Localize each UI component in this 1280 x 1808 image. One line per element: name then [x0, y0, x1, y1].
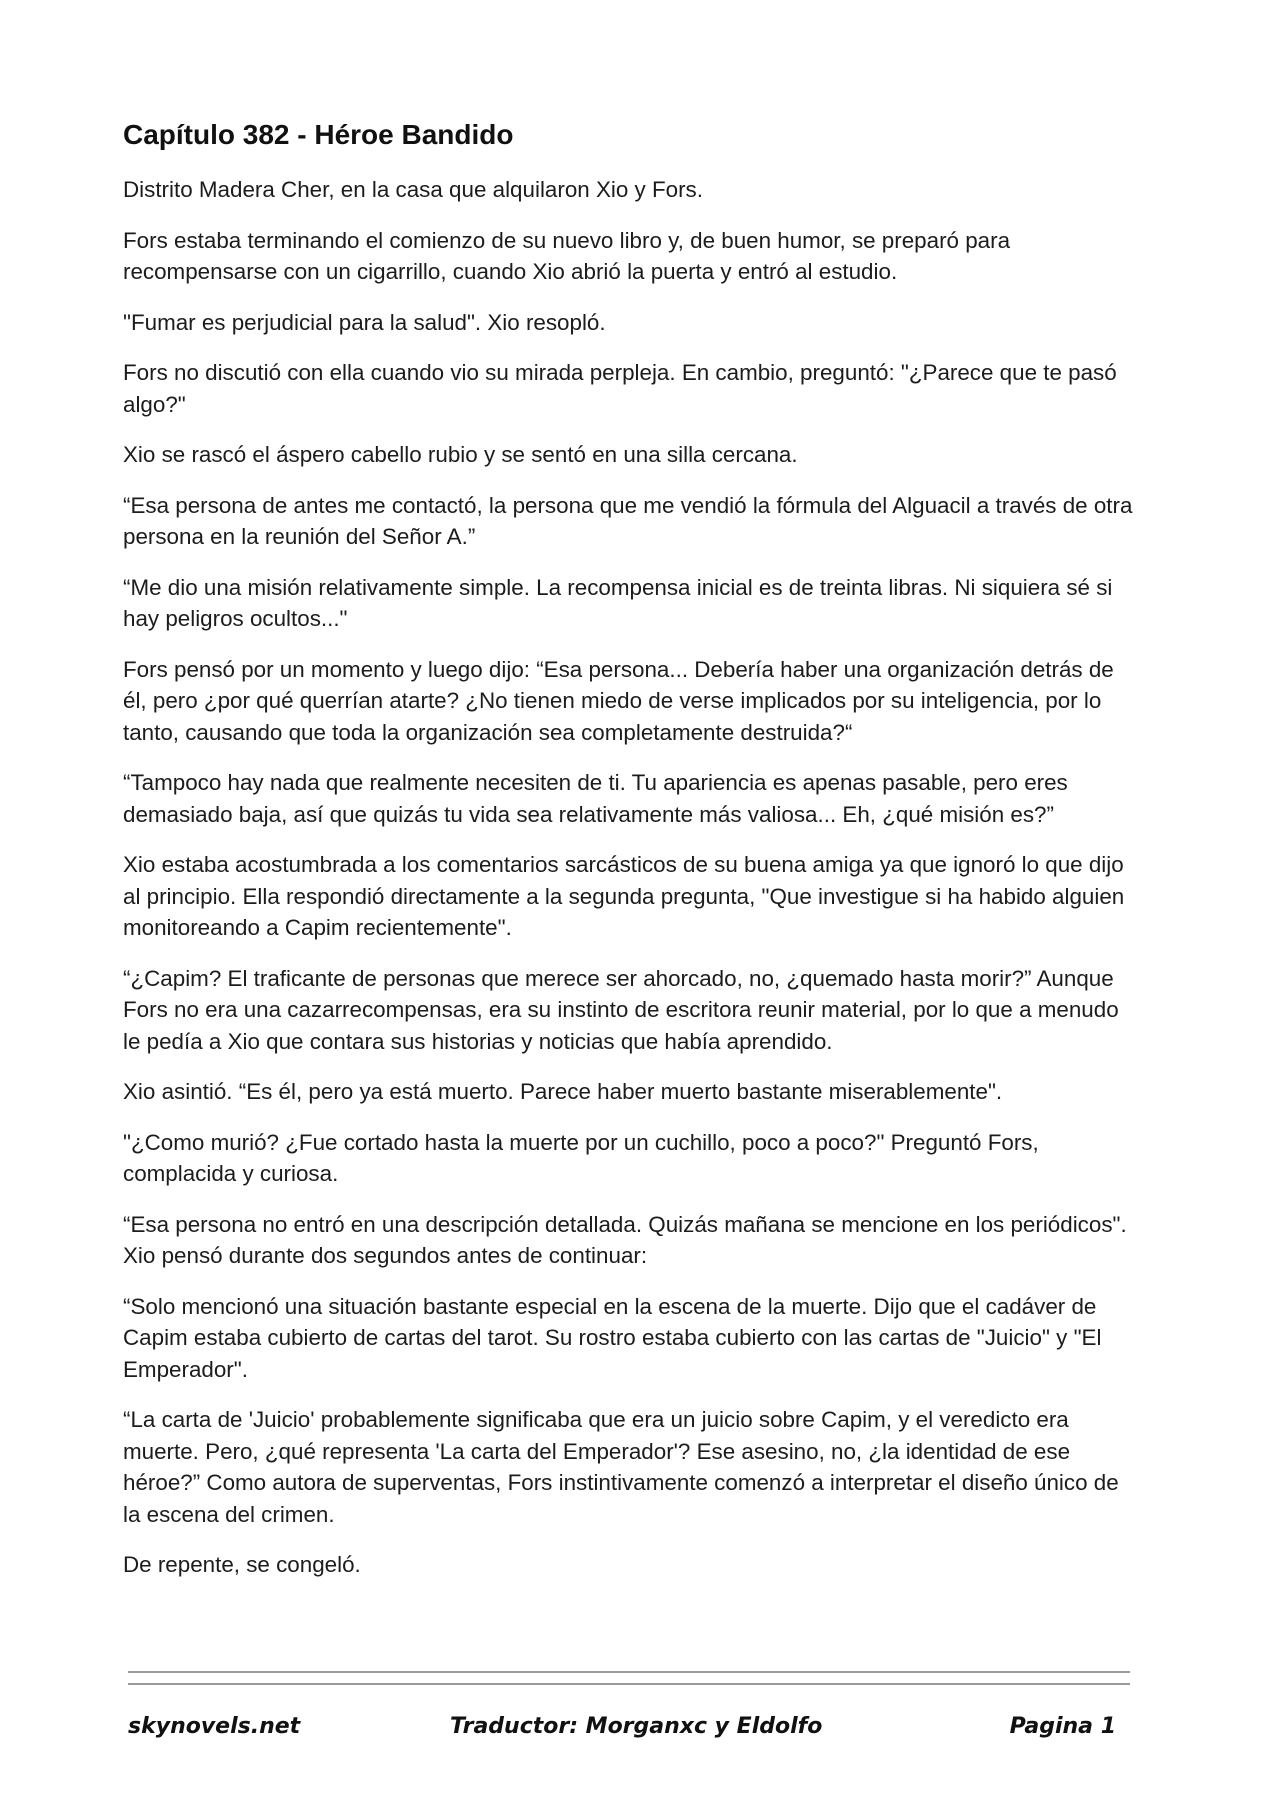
footer-translator: Traductor: Morganxc y Eldolfo [450, 1714, 823, 1739]
paragraph-12: Xio asintió. “Es él, pero ya está muerto. Parece haber muerto bastante miserablemente". [123, 1079, 1003, 1104]
paragraph-9: “Tampoco hay nada que realmente necesiten de ti. Tu apariencia es apenas pasable, pero eres demasiado baja, así que quizás tu vida sea relativamente más valiosa... Eh, ¿qué misión es?” [123, 770, 1068, 827]
chapter-title: Capítulo 382 - Héroe Bandido [123, 119, 514, 150]
footer-rule-top [128, 1671, 1130, 1673]
page-footer [128, 1714, 1130, 1754]
footer-rule-bottom [128, 1683, 1130, 1685]
paragraph-2: Fors estaba terminando el comienzo de su nuevo libro y, de buen humor, se preparó para recompensarse con un cigarrillo, cuando Xio abrió la puerta y entró al estudio. [123, 227, 1011, 284]
paragraph-8: Fors pensó por un momento y luego dijo: “Esa persona... Debería haber una organización detrás de él, pero ¿por qué querrían atarte? ¿No tienen miedo de verse implicados por su inteligencia, por lo tanto, causando que toda la organización sea completamente destruida?“ [123, 656, 1114, 745]
paragraph-5: Xio se rascó el áspero cabello rubio y se sentó en una silla cercana. [123, 442, 798, 467]
paragraph-1: Distrito Madera Cher, en la casa que alquilaron Xio y Fors. [123, 177, 703, 202]
paragraph-10: Xio estaba acostumbrada a los comentarios sarcásticos de su buena amiga ya que ignoró lo que dijo al principio. Ella respondió directamente a la segunda pregunta, "Que investigue si ha habido alguien monitoreando a Capim recientemente". [123, 852, 1125, 940]
paragraph-4: Fors no discutió con ella cuando vio su mirada perpleja. En cambio, preguntó: "¿Parece que te pasó algo?" [123, 360, 1117, 417]
footer-divider [128, 1671, 1130, 1695]
footer-site: skynovels.net [128, 1714, 301, 1739]
paragraph-17: De repente, se congeló. [123, 1552, 361, 1577]
paragraph-7: “Me dio una misión relativamente simple. La recompensa inicial es de treinta libras. Ni siquiera sé si hay peligros ocultos..." [123, 574, 1113, 631]
document-page [123, 118, 1133, 1600]
paragraph-6: “Esa persona de antes me contactó, la persona que me vendió la fórmula del Alguacil a través de otra persona en la reunión del Señor A.” [123, 492, 1133, 549]
paragraph-3: "Fumar es perjudicial para la salud". Xio resopló. [123, 309, 606, 335]
paragraph-11: “¿Capim? El traficante de personas que merece ser ahorcado, no, ¿quemado hasta morir?” Aunque Fors no era una cazarrecompensas, era su instinto de escritora reunir material, por lo que a menudo le pedía a Xio que contara sus historias y noticias que había aprendido. [123, 965, 1119, 1054]
paragraph-16: “La carta de 'Juicio' probablemente significaba que era un juicio sobre Capim, y el veredicto era muerte. Pero, ¿qué representa 'La carta del Emperador'? Ese asesino, no, ¿la identidad de ese héroe?” Como autora de superventas, Fors instintivamente comenzó a interpretar el diseño único de la escena del crimen. [123, 1407, 1119, 1527]
paragraph-14: “Esa persona no entró en una descripción detallada. Quizás mañana se mencione en los periódicos". Xio pensó durante dos segundos antes de continuar: [123, 1211, 1127, 1268]
paragraph-13: "¿Como murió? ¿Fue cortado hasta la muerte por un cuchillo, poco a poco?" Preguntó Fors, complacida y curiosa. [123, 1129, 1039, 1186]
paragraph-15: “Solo mencionó una situación bastante especial en la escena de la muerte. Dijo que el cadáver de Capim estaba cubierto de cartas del tarot. Su rostro estaba cubierto con las cartas de "Juicio" y "El Emperador". [123, 1293, 1102, 1382]
footer-page-number: Pagina 1 [1009, 1714, 1116, 1739]
